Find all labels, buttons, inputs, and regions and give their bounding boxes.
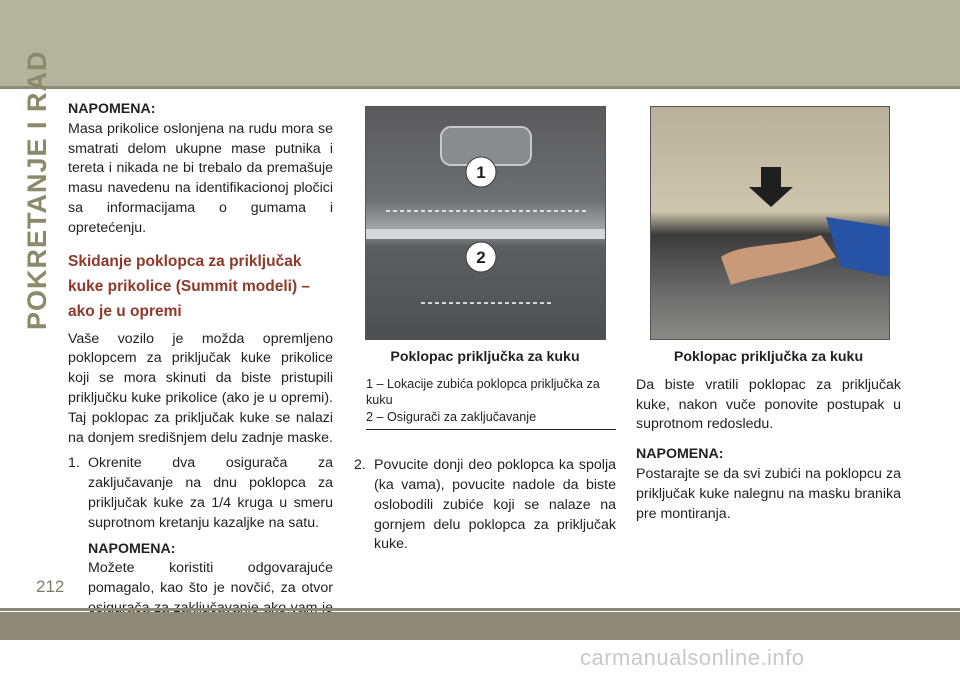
step-1 bbox=[68, 454, 333, 533]
note-text: Masa prikolice oslonjena na rudu mora se smatrati delom ukupne mase putnika i tereta i nikada ne bi trebalo da premašuje masu navedenu na identifikacionoj pločici sa informacijama o gumama i opretećenju. bbox=[68, 120, 333, 236]
section-side-title: POKRETANJE I RAD bbox=[22, 50, 52, 330]
legend-item: 2 – Osigurači za zaključavanje bbox=[366, 409, 537, 424]
header-rule bbox=[0, 86, 960, 89]
note-text: Možete koristiti odgovarajuće pomagalo, kao što je novčić, za otvor bbox=[88, 560, 333, 597]
down-arrow-icon bbox=[749, 167, 793, 207]
hitch-cover-locations-photo bbox=[365, 106, 606, 340]
footer-band bbox=[0, 612, 960, 640]
footer-rule bbox=[0, 608, 960, 611]
hitch-cover-removal-photo bbox=[650, 106, 890, 340]
figure-caption: Poklopac priključka za kuku bbox=[390, 349, 580, 365]
note-title: NAPOMENA: bbox=[88, 540, 176, 557]
hitch-cover-illustration bbox=[366, 107, 605, 339]
cover-removal-illustration bbox=[651, 107, 889, 339]
note-title: NAPOMENA: bbox=[68, 101, 156, 117]
figure-legend bbox=[366, 376, 616, 431]
step-number: 2. bbox=[354, 457, 366, 474]
watermark: carmanualsonline.info bbox=[580, 645, 805, 670]
page-number: 212 bbox=[36, 577, 65, 596]
note-text: Postarajte se da svi zubići na poklopcu za priključak kuke nalegnu na masku branika pre montiranja. bbox=[636, 465, 901, 522]
header-band bbox=[0, 0, 960, 86]
section-heading: Skidanje poklopca za priključak kuke prikolice (Summit modeli) – ako je u opremi bbox=[68, 252, 311, 320]
column-middle bbox=[354, 348, 616, 561]
step-text: Povucite donji deo poklopca ka spolja (ka vama), povucite nadole da biste oslobodili zubiće koji se nalaze na gornjem delu poklopca za priključak kuke. bbox=[374, 457, 616, 553]
callout-1: 1 bbox=[476, 163, 486, 182]
intro-paragraph: Vaše vozilo je možda opremljeno poklopcem za priključak kuke prikolice koji se mora skinuti da biste pristupili priključku kuke prikolice (ako je u opremi). Taj poklopac za priključak kuke se nalazi na donjem središnjem delu zadnje maske. bbox=[68, 330, 333, 446]
step-number: 1. bbox=[68, 455, 80, 472]
column-right bbox=[636, 348, 901, 530]
callout-2: 2 bbox=[476, 248, 486, 267]
reinstall-paragraph: Da biste vratili poklopac za priključak kuke, nakon vuče ponovite postupak u suprotnom redosledu. bbox=[636, 376, 901, 433]
legend-item: 1 – Lokacije zubića poklopca priključka za kuku bbox=[366, 376, 600, 408]
step-text: Okrenite dva osigurača za zaključavanje na dnu poklopca za priključak kuke za 1/4 kruga u smeru suprotnom kretanju kazaljke na satu. bbox=[88, 455, 333, 531]
note-title: NAPOMENA: bbox=[636, 446, 724, 463]
column-left bbox=[68, 100, 333, 645]
figure-caption: Poklopac priključka za kuku bbox=[673, 349, 864, 365]
step-2 bbox=[354, 456, 616, 555]
